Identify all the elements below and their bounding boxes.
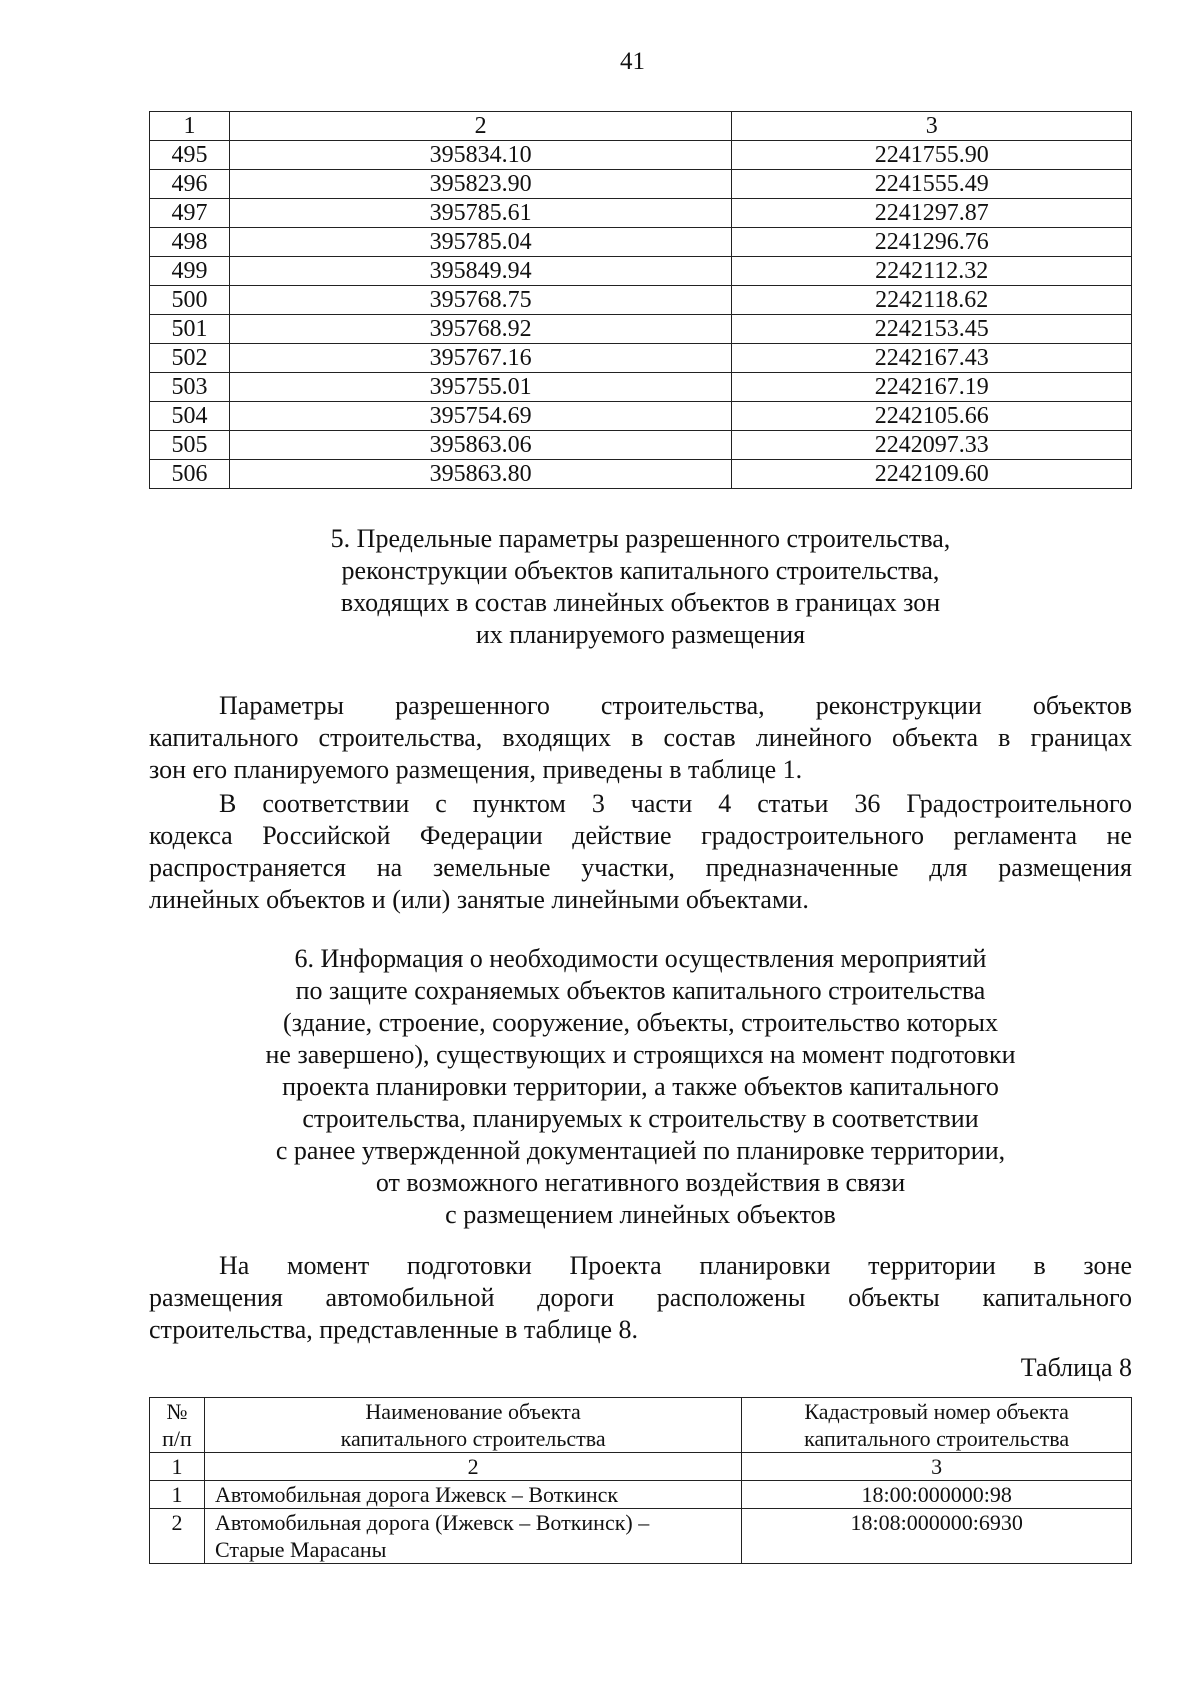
heading-line: не завершено), существующих и строящихся на момент подготовки	[265, 1040, 1016, 1069]
paragraph-line: капитального строительства, входящих в состав линейного объекта в границах	[149, 723, 1132, 752]
y-coordinate: 2241297.87	[732, 199, 1132, 228]
paragraph-line: кодекса Российской Федерации действие градостроительного регламента не	[149, 821, 1132, 850]
point-number: 499	[150, 257, 230, 286]
y-coordinate: 2242167.19	[732, 373, 1132, 402]
y-coordinate: 2242109.60	[732, 460, 1132, 489]
table-row	[150, 170, 1132, 199]
point-number: 505	[150, 431, 230, 460]
point-number: 501	[150, 315, 230, 344]
paragraph-line: На момент подготовки Проекта планировки территории в зоне	[219, 1251, 1132, 1280]
table-header-row	[150, 112, 1132, 141]
header-text: Наименование объекта	[365, 1399, 581, 1424]
y-coordinate: 2241555.49	[732, 170, 1132, 199]
point-number: 506	[150, 460, 230, 489]
y-coordinate: 2241296.76	[732, 228, 1132, 257]
table-8-caption: Таблица 8	[1020, 1353, 1132, 1382]
x-coordinate: 395823.90	[229, 170, 731, 199]
paragraph-objects-located	[149, 1250, 1132, 1346]
cadastral-number: 18:00:000000:98	[742, 1481, 1132, 1509]
header-text: №	[166, 1399, 188, 1424]
column-number-2: 2	[204, 1453, 741, 1481]
table-row	[150, 1481, 1132, 1509]
y-coordinate: 2242167.43	[732, 344, 1132, 373]
object-name-line: Автомобильная дорога Ижевск – Воткинск	[214, 1482, 619, 1507]
heading-line: входящих в состав линейных объектов в границах зон	[340, 588, 941, 617]
heading-line: 6. Информация о необходимости осуществления мероприятий	[294, 944, 987, 973]
column-number-2: 2	[229, 112, 731, 141]
y-coordinate: 2242112.32	[732, 257, 1132, 286]
object-name-line: Старые Марасаны	[214, 1537, 387, 1562]
column-numbering-row	[150, 1453, 1132, 1481]
cadastral-number: 18:08:000000:6930	[742, 1509, 1132, 1564]
x-coordinate: 395754.69	[229, 402, 731, 431]
heading-line: по защите сохраняемых объектов капитального строительства	[295, 976, 986, 1005]
row-number: 2	[150, 1509, 205, 1564]
page-number: 41	[620, 48, 645, 75]
paragraph-line: зон его планируемого размещения, приведены в таблице 1.	[149, 755, 803, 784]
y-coordinate: 2241755.90	[732, 141, 1132, 170]
object-name-line: Автомобильная дорога (Ижевск – Воткинск) –	[214, 1510, 650, 1535]
table-row	[150, 315, 1132, 344]
heading-line: 5. Предельные параметры разрешенного строительства,	[330, 524, 951, 553]
point-number: 495	[150, 141, 230, 170]
table-row	[150, 228, 1132, 257]
table-row	[150, 344, 1132, 373]
header-name-cell	[204, 1398, 741, 1453]
section-6-heading	[149, 943, 1132, 1231]
header-text: капитального строительства	[340, 1426, 606, 1451]
column-number-1: 1	[150, 112, 230, 141]
column-number-3: 3	[732, 112, 1132, 141]
heading-line: проекта планировки территории, а также объектов капитального	[282, 1072, 999, 1101]
heading-line: их планируемого размещения	[475, 620, 806, 649]
coordinates-table	[149, 111, 1132, 489]
y-coordinate: 2242105.66	[732, 402, 1132, 431]
header-number-cell	[150, 1398, 205, 1453]
object-name	[204, 1481, 741, 1509]
header-cadastral-cell	[742, 1398, 1132, 1453]
paragraph-line: Параметры разрешенного строительства, реконструкции объектов	[219, 691, 1132, 720]
x-coordinate: 395755.01	[229, 373, 731, 402]
paragraph-line: размещения автомобильной дороги расположены объекты капитального	[149, 1283, 1132, 1312]
object-name	[204, 1509, 741, 1564]
heading-line: с ранее утвержденной документацией по планировке территории,	[275, 1136, 1006, 1165]
table-row	[150, 373, 1132, 402]
x-coordinate: 395785.61	[229, 199, 731, 228]
point-number: 497	[150, 199, 230, 228]
heading-line: от возможного негативного воздействия в связи	[375, 1168, 906, 1197]
paragraph-regulation	[149, 788, 1132, 916]
table-row	[150, 257, 1132, 286]
x-coordinate: 395863.06	[229, 431, 731, 460]
point-number: 502	[150, 344, 230, 373]
x-coordinate: 395785.04	[229, 228, 731, 257]
x-coordinate: 395767.16	[229, 344, 731, 373]
point-number: 498	[150, 228, 230, 257]
paragraph-parameters	[149, 690, 1132, 786]
table-row	[150, 431, 1132, 460]
y-coordinate: 2242153.45	[732, 315, 1132, 344]
heading-line: реконструкции объектов капитального строительства,	[341, 556, 940, 585]
point-number: 500	[150, 286, 230, 315]
table-row	[150, 1509, 1132, 1564]
x-coordinate: 395863.80	[229, 460, 731, 489]
point-number: 504	[150, 402, 230, 431]
point-number: 496	[150, 170, 230, 199]
column-number-3: 3	[742, 1453, 1132, 1481]
point-number: 503	[150, 373, 230, 402]
x-coordinate: 395849.94	[229, 257, 731, 286]
header-text: п/п	[162, 1426, 192, 1451]
heading-line: (здание, строение, сооружение, объекты, строительство которых	[283, 1008, 998, 1037]
y-coordinate: 2242118.62	[732, 286, 1132, 315]
y-coordinate: 2242097.33	[732, 431, 1132, 460]
capital-objects-table	[149, 1397, 1132, 1564]
paragraph-line: строительства, представленные в таблице 8.	[149, 1315, 639, 1344]
section-5-heading	[149, 523, 1132, 651]
paragraph-line: В соответствии с пунктом 3 части 4 статьи 36 Градостроительного	[219, 789, 1132, 818]
heading-line: строительства, планируемых к строительству в соответствии	[302, 1104, 979, 1133]
header-text: капитального строительства	[804, 1426, 1070, 1451]
x-coordinate: 395768.92	[229, 315, 731, 344]
x-coordinate: 395768.75	[229, 286, 731, 315]
table-row	[150, 141, 1132, 170]
column-number-1: 1	[150, 1453, 205, 1481]
row-number: 1	[150, 1481, 205, 1509]
table-header-row	[150, 1398, 1132, 1453]
table-row	[150, 402, 1132, 431]
paragraph-line: распространяется на земельные участки, предназначенные для размещения	[149, 853, 1132, 882]
table-row	[150, 286, 1132, 315]
paragraph-line: линейных объектов и (или) занятые линейными объектами.	[149, 885, 809, 914]
header-text: Кадастровый номер объекта	[804, 1399, 1069, 1424]
x-coordinate: 395834.10	[229, 141, 731, 170]
heading-line: с размещением линейных объектов	[445, 1200, 836, 1229]
table-row	[150, 199, 1132, 228]
table-row	[150, 460, 1132, 489]
